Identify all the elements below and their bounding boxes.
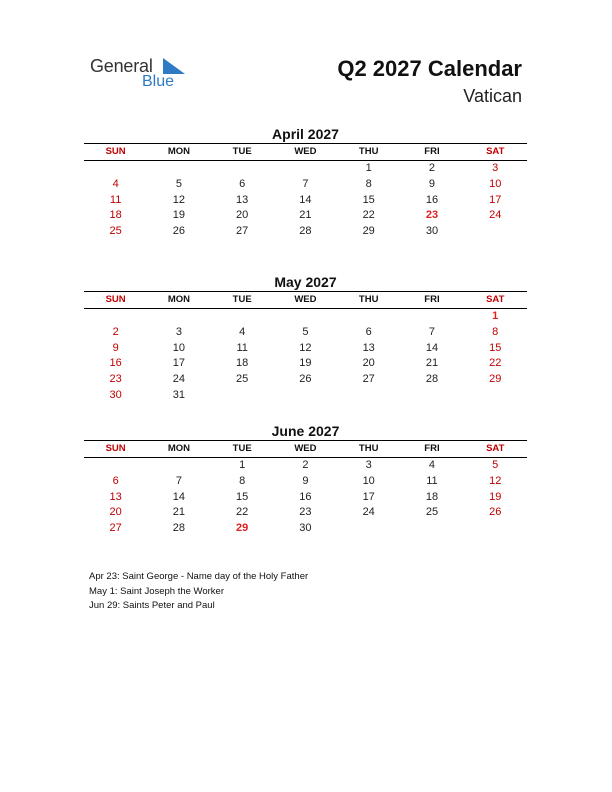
week-row xyxy=(84,341,527,357)
weekday-label: SUN xyxy=(105,294,126,305)
empty-day-cell xyxy=(337,388,400,404)
holiday-note: Apr 23: Saint George - Name day of the Holy Father xyxy=(89,571,309,582)
weekday-label: MON xyxy=(167,443,190,454)
day-cell: 10 xyxy=(489,177,502,190)
weekday-label: SAT xyxy=(486,146,505,157)
day-cell: 28 xyxy=(299,225,312,238)
day-cell: 8 xyxy=(492,325,499,338)
day-cell: 17 xyxy=(362,490,375,503)
week-row xyxy=(84,193,527,209)
day-cell: 7 xyxy=(302,177,309,190)
logo-flag-icon xyxy=(163,58,185,74)
empty-day-cell xyxy=(274,388,337,404)
day-cell: 18 xyxy=(236,357,249,370)
day-cell: 5 xyxy=(492,459,499,471)
weekday-label: TUE xyxy=(232,146,252,157)
empty-day-cell xyxy=(84,458,147,474)
day-cell: 5 xyxy=(302,325,309,338)
day-cell: 21 xyxy=(425,357,439,370)
empty-day-cell xyxy=(147,161,210,177)
day-cell: 27 xyxy=(362,373,375,386)
empty-day-cell xyxy=(464,388,527,404)
day-cell: 1 xyxy=(365,162,372,174)
holiday-note: May 1: Saint Joseph the Worker xyxy=(89,585,224,597)
day-cell: 9 xyxy=(112,341,119,354)
weekday-label: SAT xyxy=(486,443,505,454)
day-cell: 11 xyxy=(109,193,122,206)
empty-day-cell xyxy=(400,309,463,325)
weekday-header xyxy=(84,440,527,458)
day-cell: 18 xyxy=(109,209,122,222)
weekday-label: MON xyxy=(167,294,190,305)
week-row xyxy=(84,356,527,372)
day-cell: 12 xyxy=(489,474,502,487)
day-cell: 31 xyxy=(172,388,186,401)
day-cell: 13 xyxy=(362,341,375,354)
day-cell: 6 xyxy=(239,177,246,190)
page-subtitle: Vatican xyxy=(463,86,522,106)
day-cell: 11 xyxy=(236,341,248,354)
weekday-label: SUN xyxy=(105,146,126,157)
day-cell: 19 xyxy=(489,490,502,503)
day-cell: 2 xyxy=(112,325,119,338)
day-cell: 10 xyxy=(172,341,186,354)
day-cell: 20 xyxy=(362,357,375,370)
week-row xyxy=(84,177,527,193)
weekday-label: WED xyxy=(294,443,317,454)
day-cell: 11 xyxy=(426,474,438,487)
day-cell: 16 xyxy=(299,490,312,503)
day-cell: 4 xyxy=(112,177,119,190)
day-cell: 18 xyxy=(425,490,439,503)
empty-day-cell xyxy=(337,521,400,537)
month-calendar xyxy=(84,422,527,537)
day-cell: 25 xyxy=(109,225,122,238)
day-cell: 28 xyxy=(172,522,186,535)
weekday-header xyxy=(84,291,527,309)
day-cell: 26 xyxy=(299,373,312,386)
logo-word-blue: Blue xyxy=(142,73,175,90)
empty-day-cell xyxy=(400,388,463,404)
empty-day-cell xyxy=(211,388,274,404)
week-row xyxy=(84,309,527,325)
weekday-label: MON xyxy=(167,146,190,157)
day-cell: 16 xyxy=(425,193,439,206)
day-cell: 14 xyxy=(172,490,186,503)
day-cell: 25 xyxy=(425,506,439,519)
day-cell: 29 xyxy=(236,522,249,535)
weekday-label: FRI xyxy=(424,443,440,454)
day-cell: 1 xyxy=(239,459,246,471)
weekday-header xyxy=(84,143,527,161)
day-cell: 29 xyxy=(362,225,375,238)
empty-day-cell xyxy=(147,309,210,325)
weekday-label: TUE xyxy=(232,294,252,305)
day-cell: 23 xyxy=(109,373,122,386)
empty-day-cell xyxy=(464,521,527,537)
logo-word-general: General xyxy=(90,56,153,76)
day-cell: 21 xyxy=(172,506,186,519)
day-cell: 30 xyxy=(425,225,439,238)
weekday-label: SUN xyxy=(105,443,126,454)
week-row xyxy=(84,388,527,404)
weekday-label: WED xyxy=(294,146,317,157)
day-cell: 4 xyxy=(428,459,436,471)
day-cell: 19 xyxy=(299,357,312,370)
day-cell: 3 xyxy=(365,459,372,471)
day-cell: 28 xyxy=(425,373,439,386)
week-row xyxy=(84,224,527,240)
week-row xyxy=(84,372,527,388)
day-cell: 15 xyxy=(489,341,502,354)
day-cell: 7 xyxy=(175,474,182,487)
day-cell: 26 xyxy=(172,225,186,238)
day-cell: 12 xyxy=(299,341,312,354)
day-cell: 22 xyxy=(362,209,375,222)
day-cell: 15 xyxy=(362,193,375,206)
day-cell: 27 xyxy=(236,225,249,238)
day-cell: 22 xyxy=(489,357,502,370)
weekday-label: WED xyxy=(294,294,317,305)
day-cell: 10 xyxy=(362,474,375,487)
day-cell: 3 xyxy=(492,162,499,174)
day-cell: 25 xyxy=(236,373,249,386)
empty-day-cell xyxy=(274,161,337,177)
day-cell: 6 xyxy=(365,325,372,338)
page-title: Q2 2027 Calendar xyxy=(337,56,522,81)
day-cell: 30 xyxy=(109,388,122,401)
day-cell: 17 xyxy=(489,193,502,206)
day-cell: 14 xyxy=(299,193,312,206)
holiday-notes xyxy=(89,570,308,614)
weekday-label: FRI xyxy=(424,294,440,305)
day-cell: 14 xyxy=(425,341,439,354)
day-cell: 8 xyxy=(365,177,372,190)
day-cell: 26 xyxy=(489,506,502,519)
weekday-label: THU xyxy=(358,443,379,454)
weekday-label: FRI xyxy=(424,146,440,157)
day-cell: 16 xyxy=(109,357,122,370)
week-row xyxy=(84,505,527,521)
week-row xyxy=(84,161,527,177)
day-cell: 5 xyxy=(175,177,182,190)
day-cell: 4 xyxy=(239,325,246,338)
empty-day-cell xyxy=(147,458,210,474)
day-cell: 9 xyxy=(428,177,436,190)
empty-day-cell xyxy=(84,309,147,325)
day-cell: 21 xyxy=(299,209,312,222)
day-cell: 13 xyxy=(236,193,249,206)
day-cell: 24 xyxy=(172,373,186,386)
empty-day-cell xyxy=(211,161,274,177)
day-cell: 8 xyxy=(239,474,246,487)
day-cell: 1 xyxy=(492,310,499,322)
holiday-note: Jun 29: Saints Peter and Paul xyxy=(89,600,215,611)
month-calendar xyxy=(84,125,527,240)
day-cell: 9 xyxy=(302,474,309,487)
day-cell: 20 xyxy=(236,209,249,222)
empty-day-cell xyxy=(84,161,147,177)
empty-day-cell xyxy=(274,309,337,325)
day-cell: 2 xyxy=(302,459,309,471)
generalblue-logo xyxy=(90,56,190,96)
day-cell: 7 xyxy=(428,325,436,338)
day-cell: 6 xyxy=(112,474,119,487)
empty-day-cell xyxy=(211,309,274,325)
month-title: June 2027 xyxy=(271,423,340,439)
day-cell: 2 xyxy=(428,162,436,174)
week-row xyxy=(84,458,527,474)
week-row xyxy=(84,521,527,537)
weekday-label: SAT xyxy=(486,294,505,305)
day-cell: 23 xyxy=(299,506,312,519)
day-cell: 13 xyxy=(109,490,122,503)
weekday-label: THU xyxy=(358,294,379,305)
day-cell: 27 xyxy=(109,522,122,535)
day-cell: 12 xyxy=(172,193,186,206)
day-cell: 22 xyxy=(236,506,249,519)
weekday-label: THU xyxy=(358,146,379,157)
week-row xyxy=(84,474,527,490)
week-row xyxy=(84,325,527,341)
day-cell: 29 xyxy=(489,373,502,386)
day-cell: 17 xyxy=(172,357,186,370)
week-row xyxy=(84,490,527,506)
week-row xyxy=(84,208,527,224)
day-cell: 19 xyxy=(172,209,186,222)
empty-day-cell xyxy=(400,521,463,537)
day-cell: 20 xyxy=(109,506,122,519)
empty-day-cell xyxy=(464,224,527,240)
weekday-label: TUE xyxy=(232,443,252,454)
month-title: April 2027 xyxy=(272,126,339,142)
empty-day-cell xyxy=(337,309,400,325)
month-title: May 2027 xyxy=(274,274,337,290)
day-cell: 30 xyxy=(299,522,312,535)
day-cell: 24 xyxy=(362,506,375,519)
day-cell: 24 xyxy=(489,209,502,222)
day-cell: 3 xyxy=(175,325,182,338)
day-cell: 15 xyxy=(236,490,249,503)
month-calendar xyxy=(84,273,527,404)
day-cell: 23 xyxy=(425,209,439,222)
